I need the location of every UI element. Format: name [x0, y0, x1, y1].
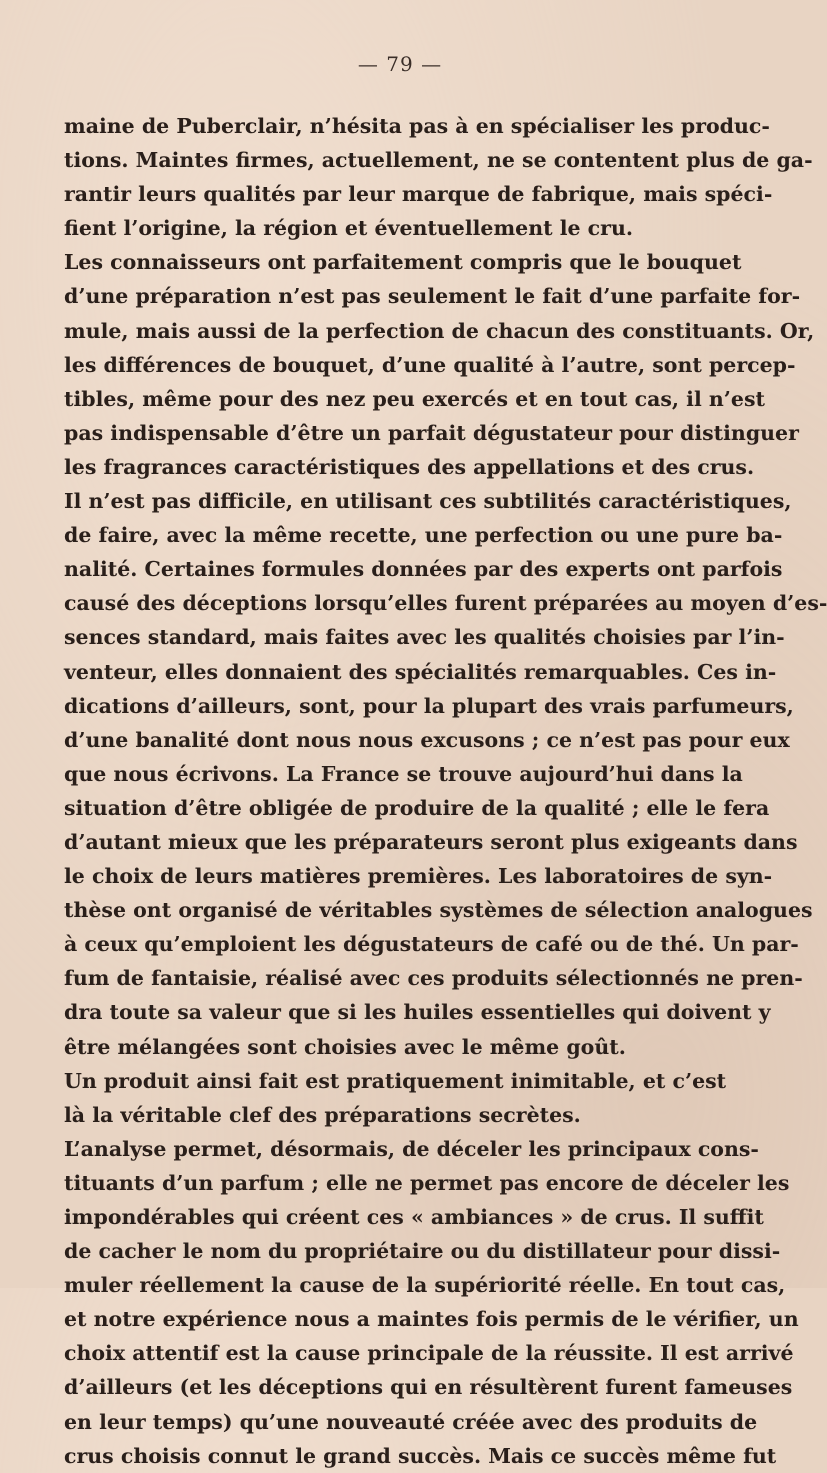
text-line: d’autant mieux que les préparateurs seront plus exigeants dans	[64, 829, 798, 854]
text-line: d’une banalité dont nous nous excusons ; ce n’est pas pour eux	[64, 727, 790, 752]
text-line: causé des déceptions lorsqu’elles furent préparées au moyen d’es-	[64, 591, 827, 616]
text-line: fum de fantaisie, réalisé avec ces produits sélectionnés ne pren-	[64, 966, 803, 991]
text-line: et notre expérience nous a maintes fois permis de le vérifier, un	[64, 1307, 799, 1332]
text-line: tituants d’un parfum ; elle ne permet pas encore de déceler les	[64, 1170, 790, 1195]
text-line: là la véritable clef des préparations secrètes.	[64, 1102, 581, 1127]
text-line: de cacher le nom du propriétaire ou du distillateur pour dissi-	[64, 1239, 781, 1264]
text-line: à ceux qu’emploient les dégustateurs de café ou de thé. Un par-	[64, 932, 799, 957]
text-line: impondérables qui créent ces « ambiances » de crus. Il suffit	[64, 1205, 764, 1229]
text-line: choix attentif est la cause principale de la réussite. Il est arrivé	[64, 1341, 794, 1366]
text-line: d’une préparation n’est pas seulement le fait d’une parfaite for-	[64, 284, 801, 309]
text-line: nalité. Certaines formules données par des experts ont parfois	[64, 557, 783, 582]
text-line: que nous écrivons. La France se trouve aujourd’hui dans la	[64, 761, 743, 786]
text-line: mule, mais aussi de la perfection de chacun des constituants. Or,	[64, 318, 815, 343]
text-line: venteur, elles donnaient des spécialités remarquables. Ces in-	[64, 659, 777, 684]
text-line: dra toute sa valeur que si les huiles essentielles qui doivent y	[64, 1000, 771, 1025]
text-line: en leur temps) qu’une nouveauté créée avec des produits de	[64, 1409, 758, 1434]
page-number: — 79 —	[357, 52, 443, 76]
text-line: crus choisis connut le grand succès. Mais ce succès même fut	[64, 1443, 777, 1468]
text-line: rantir leurs qualités par leur marque de fabrique, mais spéci-	[64, 182, 773, 207]
text-line: le choix de leurs matières premières. Les laboratoires de syn-	[64, 864, 773, 889]
text-line: sences standard, mais faites avec les qualités choisies par l’in-	[64, 625, 785, 650]
text-line: Il n’est pas difficile, en utilisant ces subtilités caractéristiques,	[64, 489, 792, 514]
text-line: Un produit ainsi fait est pratiquement inimitable, et c’est	[64, 1068, 727, 1093]
text-line: thèse ont organisé de véritables systèmes de sélection analogues	[64, 898, 813, 923]
text-line: maine de Puberclair, n’hésita pas à en spécialiser les produc-	[64, 114, 770, 138]
body-text	[64, 109, 827, 1473]
text-line: être mélangées sont choisies avec le même goût.	[64, 1034, 626, 1059]
text-line: de faire, avec la même recette, une perfection ou une pure ba-	[64, 523, 783, 548]
text-line: tibles, même pour des nez peu exercés et en tout cas, il n’est	[64, 386, 765, 411]
text-line: tions. Maintes firmes, actuellement, ne se contentent plus de ga-	[64, 148, 813, 173]
text-line: les fragrances caractéristiques des appellations et des crus.	[64, 454, 755, 479]
text-line: situation d’être obligée de produire de la qualité ; elle le fera	[64, 795, 770, 820]
text-line: d’ailleurs (et les déceptions qui en résultèrent furent fameuses	[64, 1375, 793, 1400]
text-line: les différences de bouquet, d’une qualité à l’autre, sont percep-	[64, 352, 796, 377]
text-line: muler réellement la cause de la supériorité réelle. En tout cas,	[64, 1273, 786, 1298]
text-line: pas indispensable d’être un parfait dégustateur pour distinguer	[64, 420, 799, 445]
text-line: Les connaisseurs ont parfaitement compris que le bouquet	[64, 250, 742, 275]
text-line: L’analyse permet, désormais, de déceler les principaux cons-	[64, 1136, 759, 1161]
text-line: dications d’ailleurs, sont, pour la plupart des vrais parfumeurs,	[64, 693, 794, 718]
text-line: fient l’origine, la région et éventuellement le cru.	[64, 216, 633, 241]
